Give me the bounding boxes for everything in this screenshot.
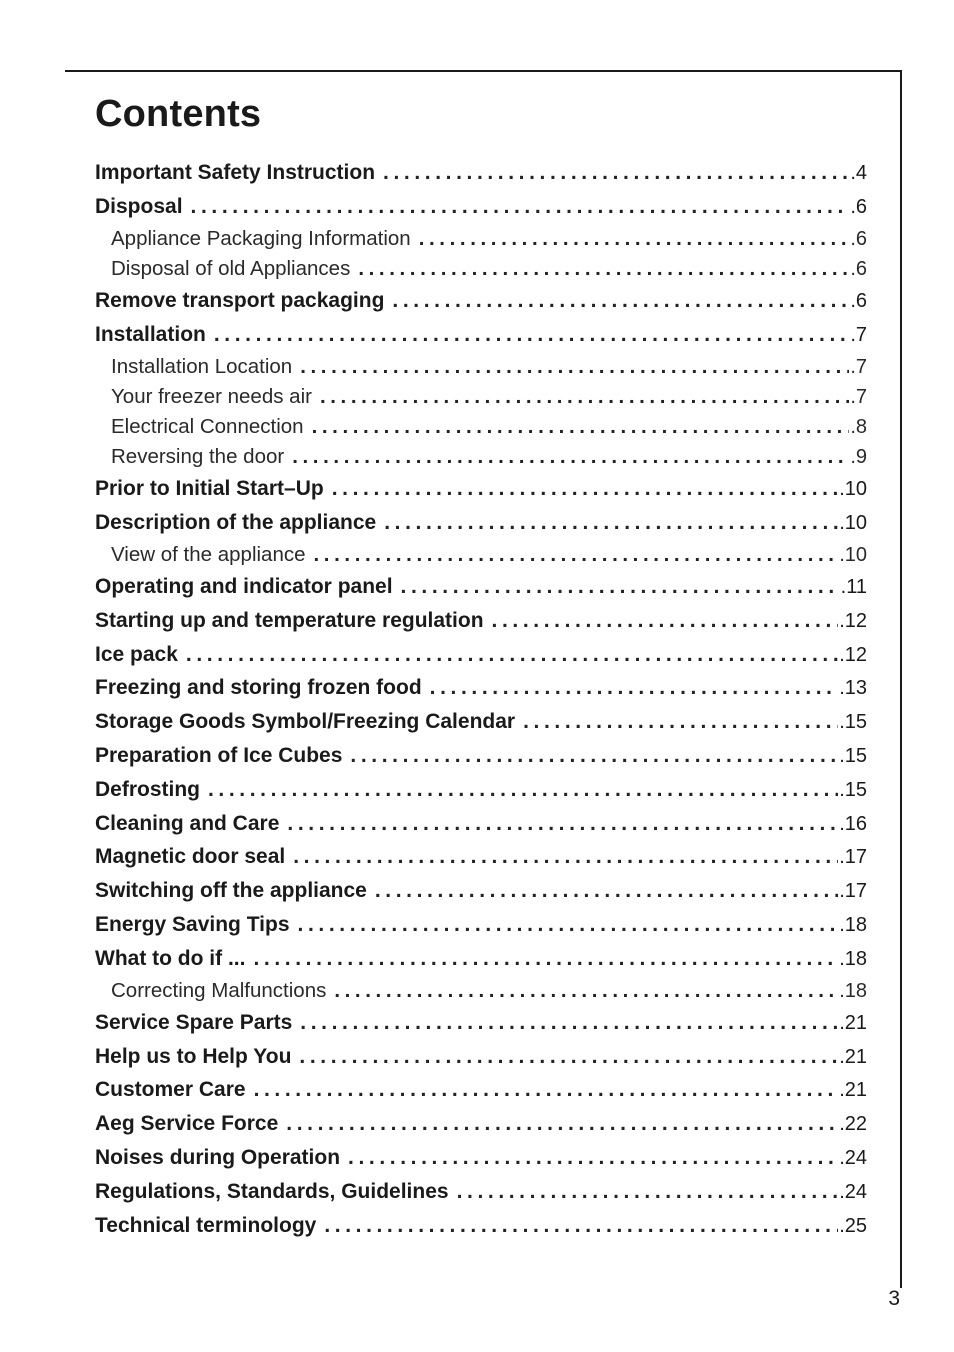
toc-entry — [95, 506, 867, 540]
dot-leader — [523, 705, 838, 739]
toc-entry-label: Remove transport packaging — [95, 288, 385, 312]
dot-leader — [300, 1006, 838, 1040]
toc-entry — [95, 874, 867, 908]
toc-entry-page: .11 — [840, 576, 867, 599]
toc-entry-label: Installation Location — [111, 354, 293, 378]
dot-leader — [350, 739, 838, 773]
toc-entry-label: Starting up and temperature regulation — [95, 608, 484, 632]
toc-entry-page: .13 — [839, 677, 867, 700]
page-title: Contents — [95, 93, 262, 135]
toc-entry-page: .15 — [839, 778, 867, 801]
dot-leader — [300, 352, 849, 382]
toc-subentry — [95, 442, 867, 472]
toc-entry-label: Aeg Service Force — [95, 1112, 279, 1136]
toc-subentry — [95, 976, 867, 1006]
toc-entry-page: .17 — [839, 880, 867, 903]
toc-entry — [95, 190, 867, 224]
dot-leader — [358, 254, 849, 284]
toc-entry-label: Noises during Operation — [95, 1146, 341, 1170]
toc-entry-page: .4 — [850, 162, 867, 184]
dot-leader — [286, 1107, 838, 1141]
toc-entry-page: .15 — [839, 745, 867, 768]
toc-subentry — [95, 254, 867, 284]
dot-leader — [375, 874, 838, 908]
toc-entry — [95, 671, 867, 705]
toc-entry-page: .24 — [839, 1180, 867, 1203]
toc-entry-page: .21 — [839, 1079, 867, 1102]
table-of-contents — [95, 156, 867, 1242]
toc-entry-label: Switching off the appliance — [95, 879, 367, 903]
toc-entry-label: Installation — [95, 322, 206, 346]
dot-leader — [299, 1040, 838, 1074]
toc-entry-label: Correcting Malfunctions — [111, 978, 327, 1002]
toc-entry — [95, 739, 867, 773]
toc-entry — [95, 1073, 867, 1107]
toc-entry-label: Service Spare Parts — [95, 1010, 293, 1034]
toc-entry — [95, 472, 867, 506]
dot-leader — [214, 318, 849, 352]
toc-entry-page: .7 — [850, 323, 867, 346]
toc-entry-label: Customer Care — [95, 1078, 246, 1102]
toc-entry — [95, 284, 867, 318]
toc-entry-page: .6 — [850, 227, 867, 250]
toc-entry-page: .24 — [839, 1147, 867, 1170]
toc-entry-label: Defrosting — [95, 777, 200, 801]
dot-leader — [348, 1141, 838, 1175]
toc-subentry — [95, 412, 867, 442]
toc-entry — [95, 1006, 867, 1040]
toc-entry-label: Cleaning and Care — [95, 811, 280, 835]
toc-entry-page: .7 — [850, 385, 867, 408]
toc-entry-label: Help us to Help You — [95, 1044, 292, 1068]
top-rule — [65, 70, 902, 72]
toc-entry-label: View of the appliance — [111, 542, 306, 566]
toc-entry-label: Operating and indicator panel — [95, 575, 393, 599]
toc-entry-page: .12 — [839, 643, 867, 666]
toc-entry — [95, 1040, 867, 1074]
toc-entry-label: Magnetic door seal — [95, 845, 286, 869]
dot-leader — [492, 604, 839, 638]
toc-entry-label: Storage Goods Symbol/Freezing Calendar — [95, 710, 516, 734]
toc-entry — [95, 807, 867, 841]
toc-entry-page: .6 — [850, 195, 867, 218]
toc-entry-label: Disposal of old Appliances — [111, 256, 351, 280]
toc-entry-page: .10 — [839, 478, 867, 501]
toc-entry-page: .6 — [850, 257, 867, 280]
toc-entry-page: .15 — [839, 711, 867, 734]
dot-leader — [186, 638, 838, 672]
dot-leader — [208, 773, 838, 807]
dot-leader — [191, 190, 850, 224]
dot-leader — [287, 807, 838, 841]
dot-leader — [430, 671, 839, 705]
toc-entry — [95, 1107, 867, 1141]
dot-leader — [298, 908, 839, 942]
toc-entry-label: Energy Saving Tips — [95, 913, 290, 937]
toc-entry-page: .9 — [850, 446, 867, 469]
dot-leader — [312, 412, 850, 442]
toc-entry — [95, 638, 867, 672]
toc-entry-label: Regulations, Standards, Guidelines — [95, 1179, 449, 1203]
toc-entry — [95, 156, 867, 190]
dot-leader — [334, 976, 838, 1006]
right-rule — [900, 70, 902, 1288]
toc-entry-page: .12 — [839, 609, 867, 632]
toc-entry-page: .8 — [850, 415, 867, 438]
toc-entry-page: .18 — [839, 947, 867, 970]
toc-entry-label: Disposal — [95, 194, 183, 218]
toc-subentry — [95, 382, 867, 412]
toc-entry — [95, 1209, 867, 1243]
dot-leader — [392, 284, 849, 318]
page-number: 3 — [888, 1287, 900, 1310]
dot-leader — [292, 442, 849, 472]
toc-entry-page: .16 — [839, 812, 867, 835]
toc-entry — [95, 604, 867, 638]
toc-entry-label: Prior to Initial Start–Up — [95, 477, 324, 501]
toc-subentry — [95, 352, 867, 382]
toc-entry-page: .18 — [839, 979, 867, 1002]
toc-entry-label: What to do if ... — [95, 946, 246, 970]
toc-entry-page: .10 — [839, 512, 867, 535]
dot-leader — [383, 156, 849, 190]
toc-subentry — [95, 540, 867, 570]
toc-entry-page: .17 — [839, 846, 867, 869]
toc-entry — [95, 705, 867, 739]
toc-entry-label: Reversing the door — [111, 445, 285, 469]
dot-leader — [401, 570, 840, 604]
toc-entry-label: Description of the appliance — [95, 511, 377, 535]
toc-entry — [95, 942, 867, 976]
toc-entry-label: Electrical Connection — [111, 414, 304, 438]
toc-entry — [95, 570, 867, 604]
toc-entry-page: .7 — [850, 355, 867, 378]
dot-leader — [324, 1209, 838, 1243]
toc-entry-label: Preparation of Ice Cubes — [95, 744, 343, 768]
toc-entry-page: .18 — [839, 914, 867, 937]
toc-subentry — [95, 224, 867, 254]
toc-entry — [95, 1175, 867, 1209]
dot-leader — [293, 840, 838, 874]
toc-entry-page: .25 — [839, 1214, 867, 1237]
toc-entry — [95, 908, 867, 942]
toc-entry-page: .22 — [839, 1113, 867, 1136]
dot-leader — [419, 224, 850, 254]
dot-leader — [320, 382, 849, 412]
toc-entry-page: .10 — [839, 543, 867, 566]
toc-entry-label: Ice pack — [95, 642, 178, 666]
toc-entry-label: Important Safety Instruction — [95, 161, 376, 184]
dot-leader — [254, 1073, 839, 1107]
toc-entry-page: .21 — [839, 1045, 867, 1068]
toc-entry-label: Freezing and storing frozen food — [95, 676, 422, 700]
toc-entry-label: Your freezer needs air — [111, 384, 312, 408]
toc-entry-page: .6 — [850, 289, 867, 312]
toc-entry — [95, 318, 867, 352]
toc-entry — [95, 840, 867, 874]
dot-leader — [457, 1175, 839, 1209]
toc-entry-label: Technical terminology — [95, 1213, 317, 1237]
dot-leader — [384, 506, 838, 540]
dot-leader — [332, 472, 838, 506]
toc-entry-page: .21 — [839, 1011, 867, 1034]
toc-entry-label: Appliance Packaging Information — [111, 226, 411, 250]
toc-entry — [95, 773, 867, 807]
dot-leader — [253, 942, 838, 976]
dot-leader — [314, 540, 839, 570]
toc-entry — [95, 1141, 867, 1175]
